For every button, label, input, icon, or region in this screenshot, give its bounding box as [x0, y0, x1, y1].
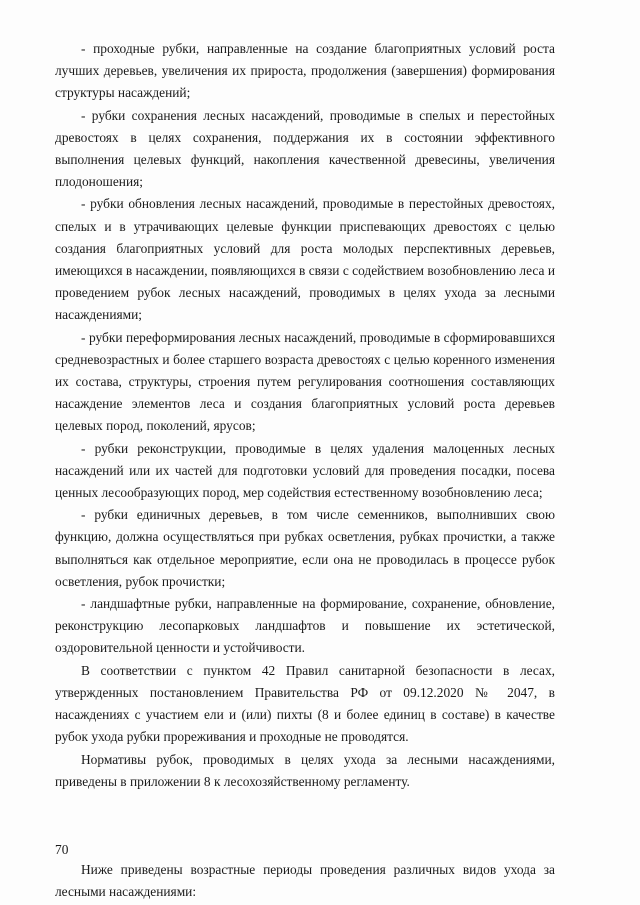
paragraph-landscape-cutting: - ландшафтные рубки, направленные на формирование, сохранение, обновление, реконструкцию лесопарковых ландшафтов и повышение их эстетической, оздоровительной ценности и устойчивости. [55, 596, 555, 656]
paragraph-sanitary-rules: В соответствии с пунктом 42 Правил санитарной безопасности в лесах, утвержденных постановлением Правительства РФ от 09.12.2020 № 2047, в насаждениях с участием ели и (или) пихты (8 и более единиц в составе) в качестве рубок ухода рубки прореживания и проходные не проводятся. [55, 662, 555, 745]
paragraph-conservation-cutting: - рубки сохранения лесных насаждений, проводимые в спелых и перестойных древостоях в целях сохранения, поддержания их в состоянии эффективного выполнения целевых функций, накопления качественной древесины, увеличения плодоношения; [55, 107, 555, 190]
paragraph-reformation-cutting: - рубки переформирования лесных насаждений, проводимые в сформировавшихся средневозрастных и более старшего возраста древостоях с целью коренного изменения их состава, структуры, строения путем регулирования соотношения составляющих насаждение элементов леса и создания благоприятных условий роста деревьев целевых пород, поколений, ярусов; [55, 329, 555, 434]
paragraph-renewal-cutting: - рубки обновления лесных насаждений, проводимые в перестойных древостоях, спелых и в утрачивающих целевые функции приспевающих древостоях с целью создания благоприятных условий для роста молодых перспективных деревьев, имеющихся в насаждении, появляющихся в связи с содействием возобновлению леса и проведением рубок лесных насаждений, проводимых в целях ухода за лесными насаждениями; [55, 196, 555, 323]
paragraph-thoroughfare-cutting: - проходные рубки, направленные на создание благоприятных условий роста лучших деревьев, увеличения их прироста, продолжения (завершения) формирования структуры насаждений; [55, 41, 555, 101]
paragraph-reconstruction-cutting: - рубки реконструкции, проводимые в целях удаления малоценных лесных насаждений или их частей для подготовки условий для проведения посадки, посева ценных лесообразующих пород, мер содействия естественному возобновлению леса; [55, 440, 555, 501]
page-number: 70 [55, 842, 69, 857]
paragraph-cutting-norms: Нормативы рубок, проводимых в целях ухода за лесными насаждениями, приведены в приложении 8 к лесохозяйственному регламенту. [55, 751, 555, 789]
section-gap [55, 793, 555, 859]
document-body [55, 38, 555, 903]
paragraph-single-tree-cutting: - рубки единичных деревьев, в том числе семенников, выполнивших свою функцию, должна осуществляться при рубках осветления, рубках прочистки, а также выполняться как отдельное мероприятие, если она не проводилась в процессе рубок осветления, рубок прочистки; [55, 507, 555, 589]
paragraph-age-periods-intro: Ниже приведены возрастные периоды проведения различных видов ухода за лесными насаждениями: [55, 861, 555, 900]
